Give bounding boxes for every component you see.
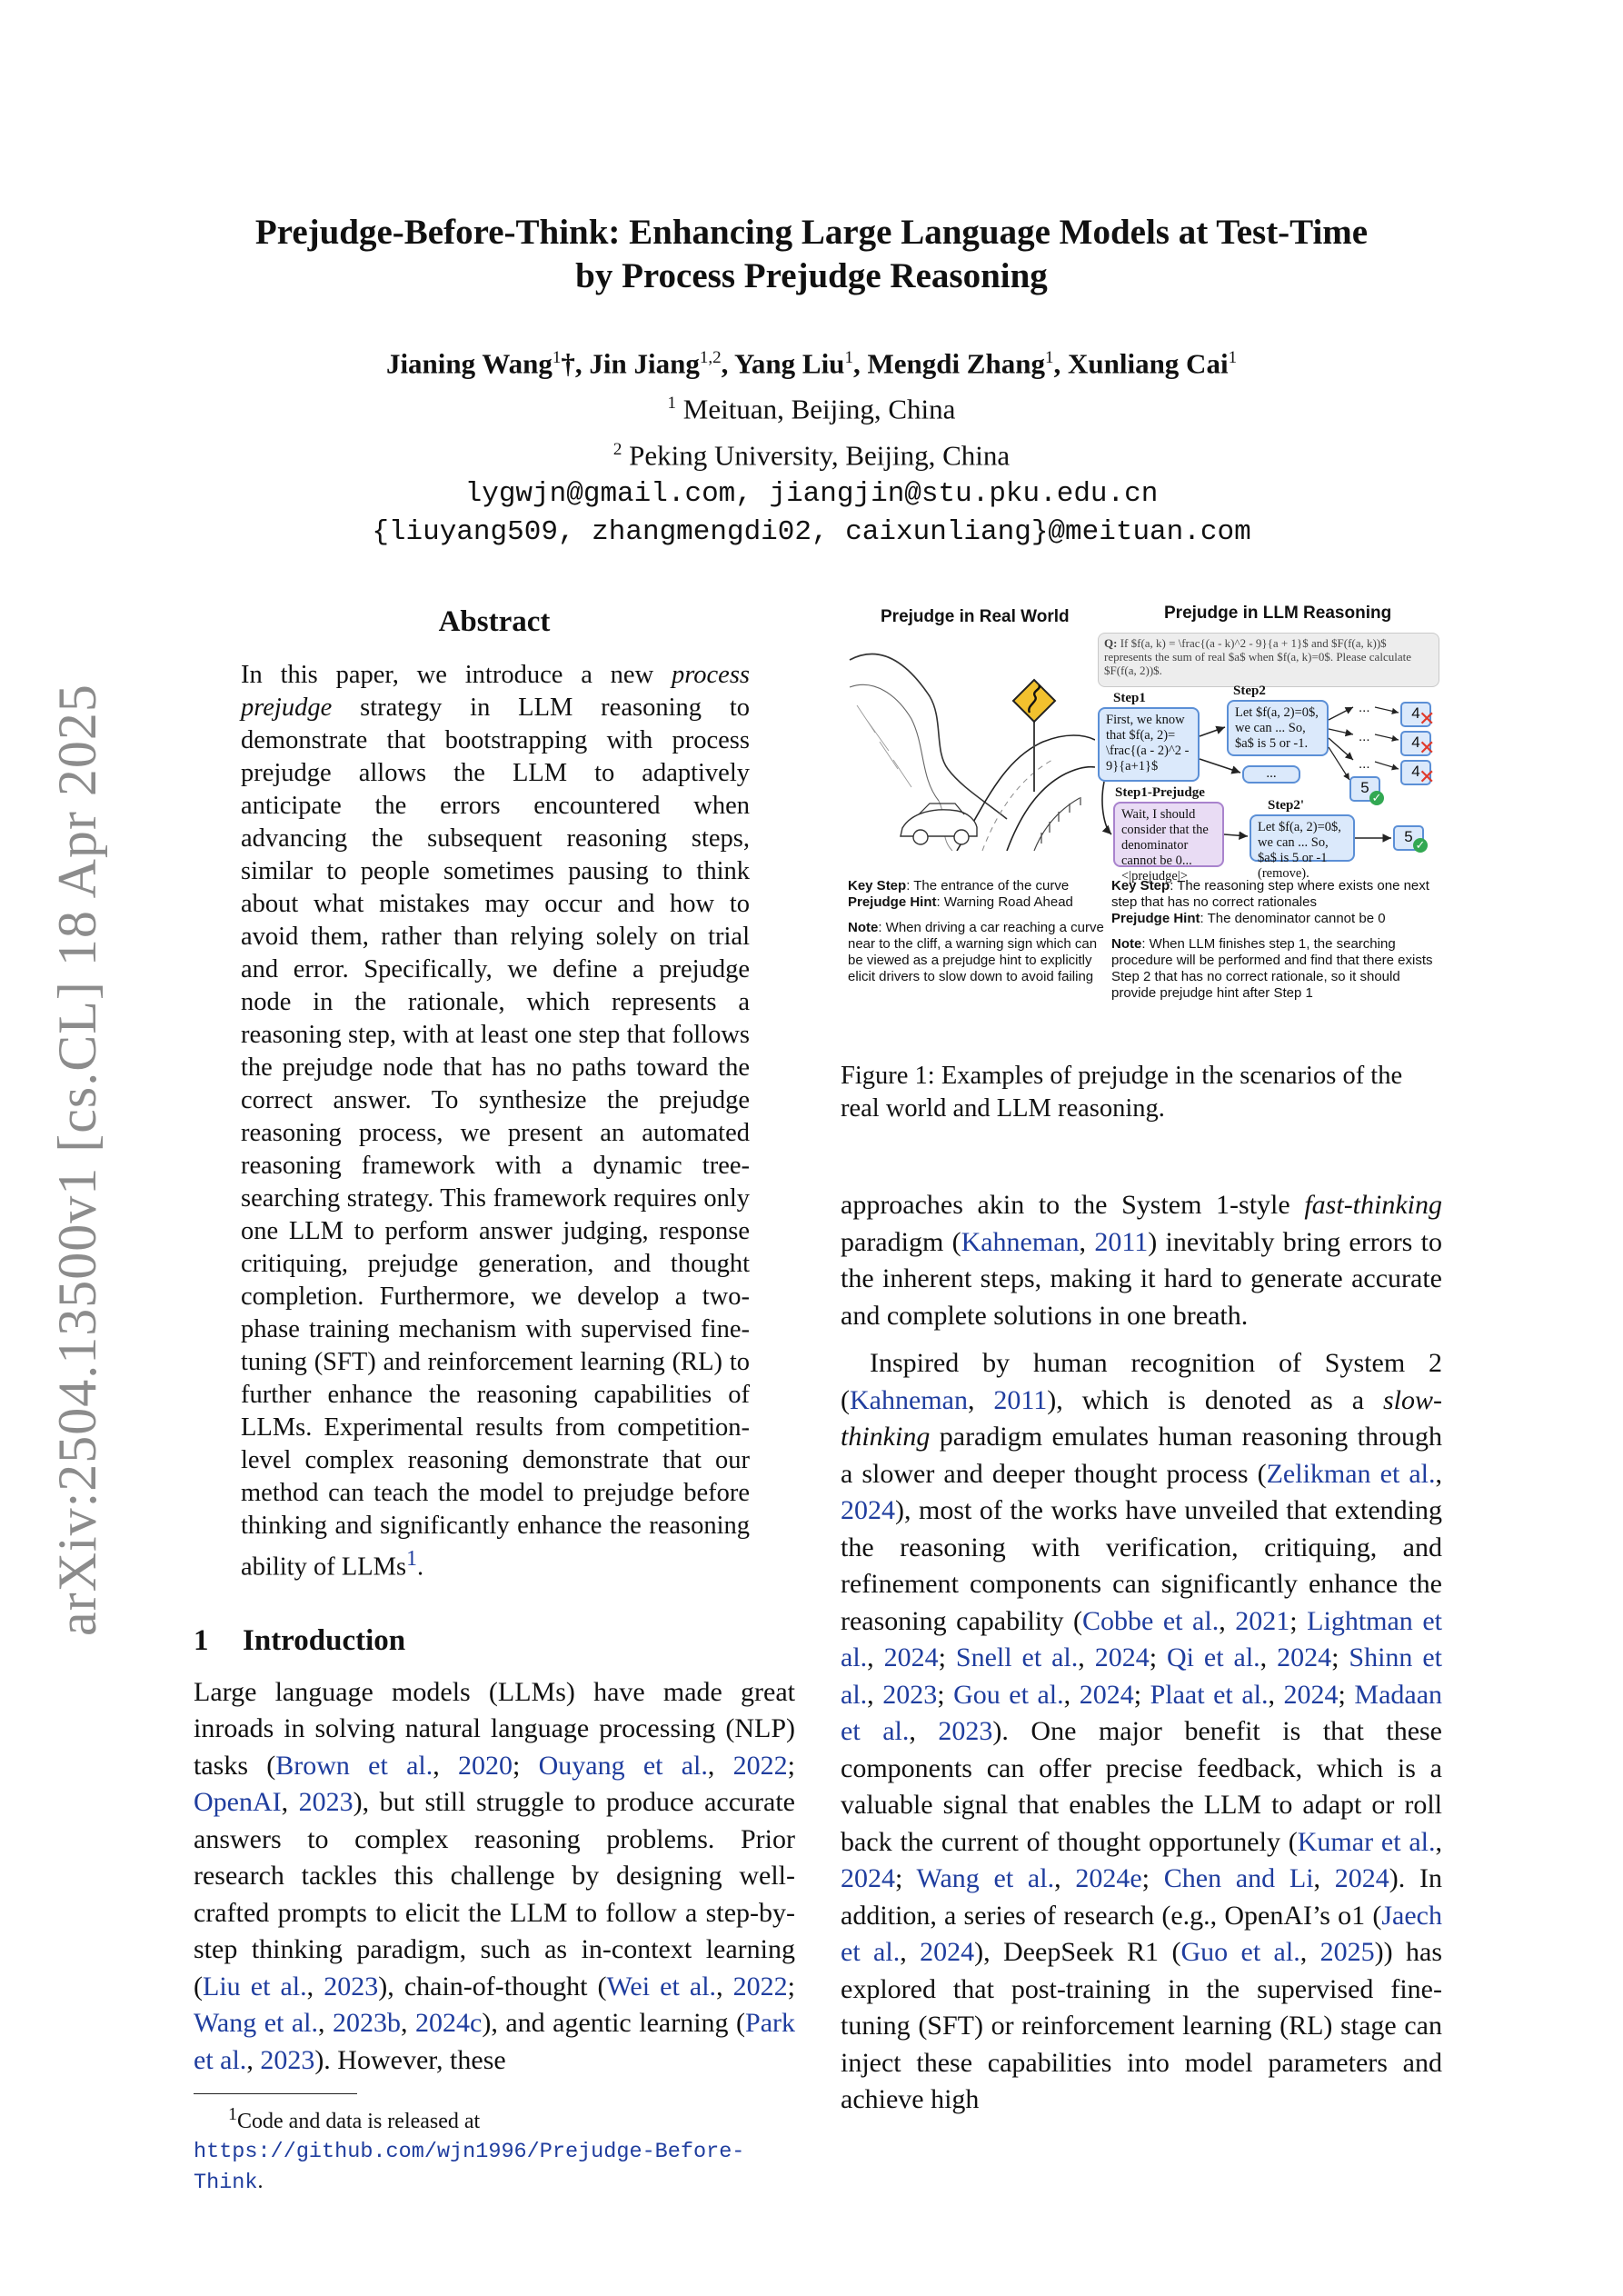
author-block <box>145 338 1478 552</box>
body-text: , <box>1299 1937 1320 1967</box>
body-text: , <box>707 1750 733 1781</box>
prejudge-label: Step1-Prejudge <box>1115 785 1205 800</box>
citation-link[interactable]: Kahneman <box>961 1226 1080 1257</box>
body-text: ), which is denoted as a <box>1047 1384 1383 1415</box>
author-affil: 1 <box>1228 348 1238 367</box>
body-emphasis: slow-thinking <box>841 1384 1442 1452</box>
author-name: Mengdi Zhang <box>867 347 1045 380</box>
body-text: Large language models (LLMs) have made great inroads in solving natural language processing (NLP) tasks ( <box>194 1676 795 1781</box>
body-text: , <box>1054 1863 1076 1893</box>
citation-link[interactable]: 2024 <box>1094 1642 1150 1672</box>
right-note <box>1111 936 1442 1002</box>
body-emphasis: fast-thinking <box>1304 1190 1442 1220</box>
citation-link[interactable]: 2024 <box>920 1937 975 1967</box>
body-text: , <box>433 1750 458 1781</box>
citation-link[interactable]: 2024 <box>1334 1863 1389 1893</box>
check-mark-icon: ✓ <box>1369 791 1384 805</box>
body-text: , <box>1078 1642 1095 1672</box>
arxiv-stamp-text: arXiv:2504.13500v1 [cs.CL] 18 Apr 2025 <box>47 684 107 1636</box>
body-text: , <box>306 1971 324 2002</box>
citation-link[interactable]: Wang et al. <box>916 1863 1055 1893</box>
arxiv-stamp <box>47 673 107 1636</box>
abstract-text: strategy in LLM reasoning to demonstrate that bootstrapping with process prejudge allows the LLM to adaptively anticipate the errors encountered when advancing the subsequent reasoning steps, similar to people sometimes pausing to think about what mistakes may occur and how to avoid them, rather than relying solely on trial and error. Specifically, we define a prejudge node in the rationale, which represents a reasoning step, with at least one step that follows the prejudge node that has no paths toward the correct answer. To synthesize the prejudge reasoning process, we present an automated reasoning framework with a dynamic tree-searching strategy. This framework requires only one LLM to perform answer judging, response critiquing, prejudge generation, and thought completion. Furthermore, we develop a two-phase training mechanism with supervised fine-tuning (SFT) and reinforcement learning (RL) to further enhance the reasoning capabilities of LLMs. Experimental results from competition-level complex reasoning demonstrate that our method can teach the model to prejudge before thinking and significantly enhance the reasoning ability of LLMs <box>241 694 750 1582</box>
right-paragraph-1 <box>841 1187 1442 1334</box>
left-key-step-label: Key Step <box>848 878 907 893</box>
footnote-divider <box>194 2093 357 2094</box>
intro-paragraph <box>194 1674 795 2080</box>
body-text: ; <box>513 1750 539 1781</box>
citation-link[interactable]: Plaat et al. <box>1150 1679 1269 1710</box>
left-hint-label: Prejudge Hint <box>848 894 937 910</box>
citation-link[interactable]: Cobbe et al. <box>1082 1605 1220 1636</box>
body-text: , <box>1079 1226 1095 1257</box>
figure-right-title: Prejudge in LLM Reasoning <box>1164 604 1392 623</box>
citation-link[interactable]: 2024 <box>883 1642 939 1672</box>
citation-link[interactable]: 2023 <box>260 2044 315 2075</box>
citation-link[interactable]: Madaan et al. <box>841 1679 1443 1746</box>
citation-link[interactable]: 2022 <box>732 1971 788 2002</box>
abstract-text: In this paper, we introduce a new <box>241 661 672 689</box>
prejudge-box: Wait, I should consider that the denominator cannot be 0... <|prejudge|> <box>1113 802 1224 867</box>
citation-link[interactable]: 2011 <box>1094 1226 1149 1257</box>
body-text: ) inevitably bring errors to the inherent steps, making it hard to generate accurate and complete solutions in one breath. <box>841 1226 1442 1331</box>
title-line-2: by Process Prejudge Reasoning <box>575 256 1048 295</box>
body-text: , <box>967 1384 994 1415</box>
body-text: , <box>1313 1863 1335 1893</box>
right-note-text: : When LLM finishes step 1, the searching procedure will be performed and find that there exists Step 2 that has no correct rationale, so it should provide prejudge hint after Step 1 <box>1111 936 1433 1001</box>
author-affil: 1 <box>1044 348 1054 367</box>
body-text: ; <box>1289 1605 1308 1636</box>
citation-link[interactable]: Jaech et al. <box>841 1900 1442 1967</box>
citation-link[interactable]: Zelikman et al. <box>1266 1458 1436 1489</box>
footnote <box>194 2100 795 2198</box>
section-title: Introduction <box>243 1623 406 1657</box>
citation-link[interactable]: Snell et al. <box>955 1642 1079 1672</box>
left-note-text: : When driving a car reaching a curve near to the cliff, a warning sign which can be viewed as a prejudge hint to explicitly elicit drivers to slow down to avoid failing <box>848 920 1104 984</box>
body-text: ; <box>1141 1863 1164 1893</box>
body-text: paradigm emulates human reasoning through a slower and deeper thought process ( <box>841 1422 1442 1489</box>
footnote-text: Code and data is released at <box>237 2110 481 2133</box>
body-text: ; <box>1133 1679 1150 1710</box>
citation-link[interactable]: Brown et al. <box>275 1750 433 1781</box>
step2-box: Let $f(a, 2)=0$, we can ... So, $a$ is 5 or -1. <box>1227 700 1329 756</box>
left-hint-text: : Warning Road Ahead <box>936 894 1073 910</box>
author-name: Jianing Wang <box>385 347 553 380</box>
abstract-body <box>241 659 750 1584</box>
citation-link[interactable]: 2023 <box>298 1787 353 1817</box>
body-text: ; <box>937 1679 954 1710</box>
wrong-mark-icon: ✕ <box>1419 736 1436 759</box>
figure-left-title: Prejudge in Real World <box>881 607 1070 626</box>
email-line-1: lygwjn@gmail.com, jiangjin@stu.pku.edu.cn <box>464 477 1159 510</box>
right-key-step-text: : The reasoning step where exists one next step that has no correct rationales <box>1111 878 1429 910</box>
affil-sup: 1 <box>667 394 677 414</box>
author-name: Yang Liu <box>733 347 845 380</box>
citation-link[interactable]: Shinn et al. <box>841 1642 1443 1710</box>
paper-title <box>145 211 1478 298</box>
citation-link[interactable]: 2024 <box>1277 1642 1332 1672</box>
citation-link[interactable]: Qi et al. <box>1166 1642 1260 1672</box>
footnote-link[interactable]: 1 <box>406 1547 417 1571</box>
right-key-step-label: Key Step <box>1111 878 1170 893</box>
citation-link[interactable]: Wang et al. <box>194 2008 319 2038</box>
affil-text: Meituan, Beijing, China <box>682 393 956 425</box>
citation-link[interactable]: 2020 <box>458 1750 513 1781</box>
citation-link[interactable]: Kumar et al. <box>1297 1826 1436 1857</box>
citation-link[interactable]: Gou et al. <box>953 1679 1064 1710</box>
section-heading-introduction <box>194 1624 795 1658</box>
ellipsis-text: ... <box>1359 756 1370 772</box>
citation-link[interactable]: 2023 <box>882 1679 938 1710</box>
right-hint-text: : The denominator cannot be 0 <box>1200 911 1386 926</box>
citation-link[interactable]: 2021 <box>1235 1605 1290 1636</box>
affil-text: Peking University, Beijing, China <box>629 438 1011 471</box>
title-line-1: Prejudge-Before-Think: Enhancing Large Language Models at Test-Time <box>254 213 1369 252</box>
citation-link[interactable]: 2023b <box>333 2008 402 2038</box>
author-mark: † <box>561 347 575 380</box>
body-text: , <box>246 2044 261 2075</box>
footnote-url-link[interactable]: https://github.com/wjn1996/Prejudge-Before-Think <box>194 2140 745 2195</box>
citation-link[interactable]: 2024 <box>841 1495 895 1525</box>
body-text: Inspired by human recognition of System 2 ( <box>841 1348 1442 1415</box>
left-key-step-text: : The entrance of the curve <box>906 878 1070 893</box>
author-names: Jianing Wang$^1$†, Jin Jiang$^{1,2}$, Yang Liu$^1$, Mengdi Zhang$^1$, Xunliang Cai$^1$ <box>385 347 1238 380</box>
body-text: ; <box>938 1642 956 1672</box>
step1-box: First, we know that $f(a, 2)= \frac{(a - 2)^2 - 9}{a+1}$ <box>1098 707 1200 782</box>
author-name: Xunliang Cai <box>1067 347 1229 380</box>
left-note-label: Note <box>848 920 879 935</box>
section-number: 1 <box>194 1623 209 1657</box>
citation-link[interactable]: Ouyang et al. <box>538 1750 708 1781</box>
body-text: , <box>1435 1826 1443 1857</box>
step2-label: Step2 <box>1233 684 1266 698</box>
step1-label: Step1 <box>1113 691 1146 705</box>
body-text: , <box>1063 1679 1080 1710</box>
abstract-emphasis: process prejudge <box>241 661 750 722</box>
citation-link[interactable]: 2024e <box>1075 1863 1142 1893</box>
body-text: )) has explored that post-training in the supervised fine-tuning (SFT) or reinforcement learning (RL) stage can inject these capabilities into model parameters and achieve high <box>841 1937 1442 2114</box>
body-text: paradigm ( <box>841 1226 961 1257</box>
citation-link[interactable]: Park et al. <box>194 2008 796 2075</box>
body-text: ). In addition, a series of research (e.g., OpenAI’s o1 ( <box>841 1863 1443 1931</box>
body-text: , <box>1219 1605 1236 1636</box>
ellipsis-box: ... <box>1242 765 1300 784</box>
body-text: ), but still struggle to produce accurate answers to complex reasoning problems. Prior research tackles this challenge by designing well-crafted prompts to elicit the LLM to follow a step-by-step thinking paradigm, such as in-context learning ( <box>194 1787 795 2002</box>
answer-box-wrong: 4 <box>1400 760 1431 785</box>
answer-box-wrong: 4 <box>1400 702 1431 727</box>
author-affil: 1 <box>552 348 562 367</box>
body-text: , <box>867 1642 884 1672</box>
body-text: , <box>1435 1458 1442 1489</box>
affil-sup: 2 <box>612 439 622 459</box>
citation-link[interactable]: Guo et al. <box>1180 1937 1300 1967</box>
citation-link[interactable]: 2022 <box>732 1750 788 1781</box>
left-key-step <box>848 878 1093 911</box>
step2-prime-label: Step2' <box>1268 798 1305 813</box>
wrong-mark-icon: ✕ <box>1419 707 1436 730</box>
body-text: ; <box>1331 1642 1349 1672</box>
affiliation-2 <box>145 430 1478 475</box>
citation-link[interactable]: Kahneman <box>850 1384 968 1415</box>
body-text: ), chain-of-thought ( <box>378 1971 607 2002</box>
body-text: , <box>1268 1679 1284 1710</box>
citation-link[interactable]: Lightman et al. <box>841 1605 1442 1672</box>
right-note-label: Note <box>1111 936 1142 952</box>
citation-link[interactable]: 2023 <box>324 1971 379 2002</box>
body-text: , <box>1260 1642 1278 1672</box>
body-text: ; <box>787 1971 795 2002</box>
affiliation-1 <box>145 384 1478 429</box>
body-text: ), and agentic learning ( <box>482 2008 746 2038</box>
citation-link[interactable]: Wei et al. <box>606 1971 717 2002</box>
citation-link[interactable]: Chen and Li <box>1163 1863 1314 1893</box>
abstract-heading: Abstract <box>438 605 551 638</box>
footnote-number: 1 <box>228 2104 237 2124</box>
body-text: , <box>909 1716 939 1746</box>
email-line-2: {liuyang509, zhangmengdi02, caixunliang}@meituan.com <box>372 515 1251 548</box>
citation-link[interactable]: 2024 <box>1079 1679 1134 1710</box>
body-text: ). One major benefit is that these components can offer precise feedback, which is a valuable signal that enables the LLM to adapt or roll back the current of thought opportunely ( <box>841 1716 1442 1857</box>
body-text: ), most of the works have unveiled that extending the reasoning with verification, critiquing, and refinement components can significantly enhance the reasoning capability ( <box>841 1495 1442 1636</box>
body-text: ). However, these <box>314 2044 506 2075</box>
ellipsis-text: ... <box>1359 729 1370 744</box>
step2-prime-box: Let $f(a, 2)=0$, we can ... So, $a$ is 5 or -1 (remove). <box>1250 814 1355 862</box>
answer-box-wrong: 4 <box>1400 731 1431 756</box>
author-affil: 1,2 <box>699 348 722 367</box>
body-text: ; <box>1338 1679 1355 1710</box>
author-affil: 1 <box>844 348 853 367</box>
check-mark-icon: ✓ <box>1413 838 1428 853</box>
right-paragraph-2 <box>841 1345 1442 2119</box>
body-text: , <box>716 1971 733 2002</box>
question-text: If $f(a, k) = \frac{(a - k)^2 - 9}{a + 1}$ and $F(f(a, k))$ represents the sum of real $a$ when $f(a, k)=0$. Please calculate $F(f(a, 2))$. <box>1104 636 1411 677</box>
right-key-step <box>1111 878 1442 927</box>
abstract-text: . <box>416 1552 424 1582</box>
diagram-arrows <box>841 600 1442 873</box>
citation-link[interactable]: 2023 <box>938 1716 993 1746</box>
body-text: , <box>281 1787 299 1817</box>
citation-link[interactable]: OpenAI <box>194 1787 282 1817</box>
answer-box-right: 5 <box>1393 825 1424 851</box>
body-text: , <box>318 2008 334 2038</box>
body-text: ), DeepSeek R1 ( <box>974 1937 1181 1967</box>
citation-link[interactable]: 2024 <box>1283 1679 1339 1710</box>
ellipsis-text: ... <box>1359 700 1370 715</box>
footnote-text: . <box>257 2170 264 2193</box>
citation-link[interactable]: 2011 <box>993 1384 1048 1415</box>
figure-caption: Figure 1: Examples of prejudge in the scenarios of the real world and LLM reasoning. <box>841 1062 1403 1123</box>
body-text: , <box>900 1937 921 1967</box>
right-column <box>841 600 1442 2119</box>
figure-1 <box>841 600 1442 1036</box>
wrong-mark-icon: ✕ <box>1419 765 1436 788</box>
citation-link[interactable]: Liu et al. <box>203 1971 307 2002</box>
body-text: ; <box>787 1750 795 1781</box>
author-name: Jin Jiang <box>589 347 700 380</box>
right-hint-label: Prejudge Hint <box>1111 911 1200 926</box>
question-label: Q: <box>1104 636 1118 650</box>
answer-box-right: 5 <box>1349 776 1380 802</box>
citation-link[interactable]: 2024 <box>841 1863 895 1893</box>
left-note <box>848 920 1106 985</box>
body-text: , <box>401 2008 416 2038</box>
left-column <box>194 600 795 2198</box>
body-text: approaches akin to the System 1-style <box>841 1190 1305 1220</box>
body-text: , <box>867 1679 883 1710</box>
body-text: ; <box>1149 1642 1167 1672</box>
citation-link[interactable]: 2024c <box>415 2008 483 2038</box>
body-text: ; <box>895 1863 917 1893</box>
citation-link[interactable]: 2025 <box>1319 1937 1375 1967</box>
